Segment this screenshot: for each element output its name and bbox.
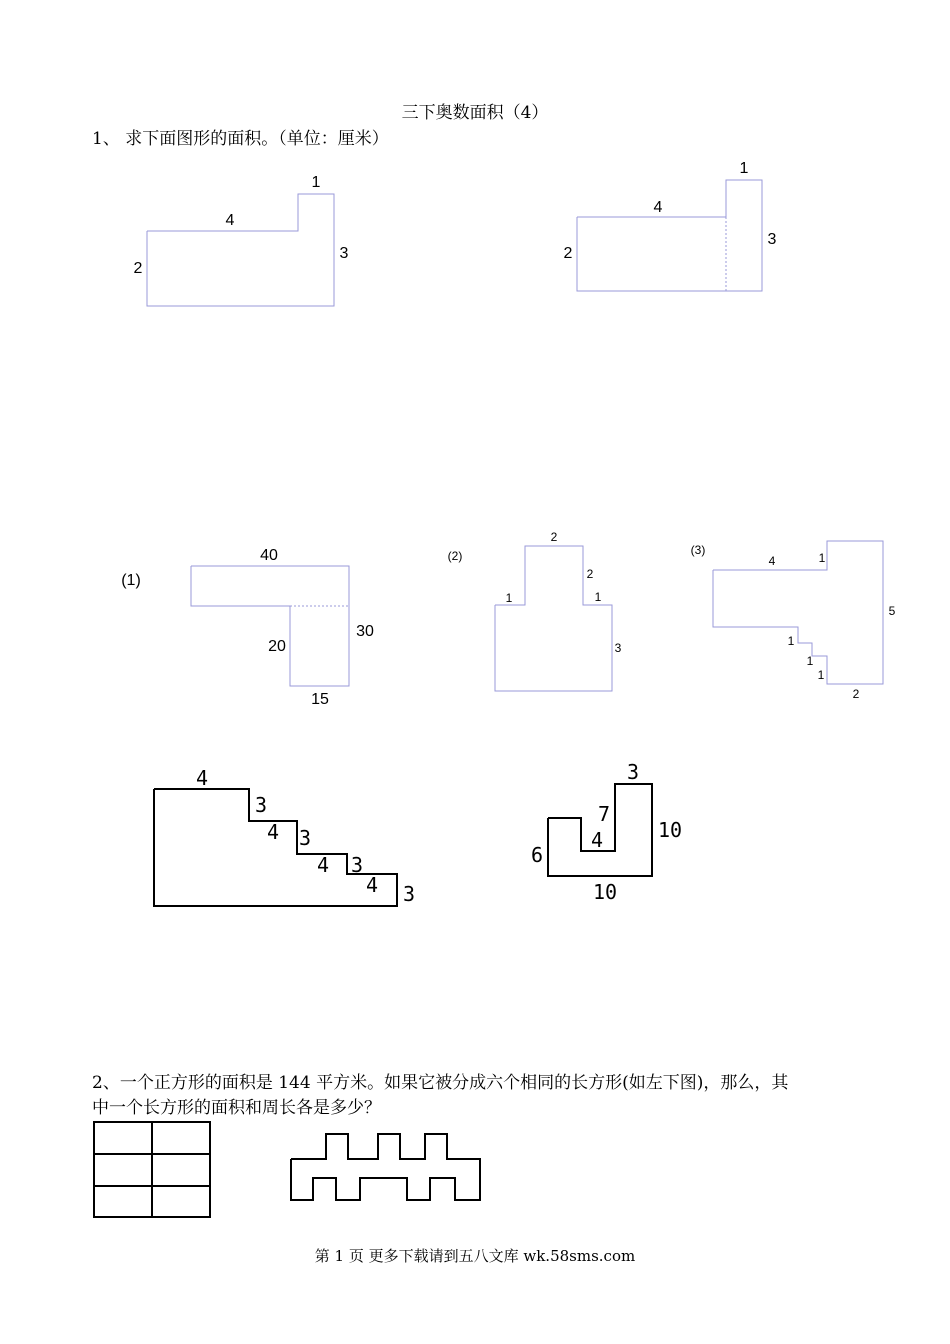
stairs-label-r4: 3: [402, 882, 416, 906]
figure-b: [564, 160, 777, 291]
fig-b-label-top: 4: [653, 199, 663, 216]
fig-1-label-inner: 20: [268, 638, 286, 655]
stairs-label-r3: 3: [350, 853, 364, 877]
figure-2: [448, 530, 622, 691]
fig-2-label-left: 1: [505, 591, 513, 605]
fig-3-label-step: 1: [818, 551, 826, 565]
fig-3-label-top: 4: [768, 554, 776, 568]
stairs-label-b1: 4: [266, 820, 280, 844]
fig-2-label-side: 3: [614, 641, 622, 655]
fig-2-tag: (2): [447, 549, 463, 563]
figure-a: [134, 174, 349, 306]
fig-b-label-notch: 1: [739, 160, 749, 177]
fig-a-label-height: 2: [133, 260, 143, 277]
fig-2-label-mid: 2: [586, 567, 594, 581]
u-label-bottom: 10: [592, 880, 618, 904]
question-1: 1、 求下面图形的面积。（单位：厘米）: [92, 129, 389, 149]
figure-3: [691, 541, 896, 701]
page-title: 三下奥数面积（4）: [401, 103, 549, 123]
fig-3-label-s3: 1: [817, 668, 825, 682]
fig-1-label-right: 30: [356, 623, 374, 640]
stairs-label-b2: 4: [316, 853, 330, 877]
fig-2-label-right: 1: [594, 590, 602, 604]
fig-b-label-height: 2: [563, 245, 573, 262]
figure-1: [121, 547, 374, 708]
fig-3-tag: (3): [690, 543, 706, 557]
u-label-inner-h: 7: [597, 802, 611, 826]
fig-2-label-top: 2: [550, 530, 558, 544]
stairs-label-r2: 3: [298, 826, 312, 850]
fig-a-label-top: 4: [225, 212, 235, 229]
u-label-right: 10: [657, 818, 683, 842]
page-footer: 第 1 页 更多下载请到五八文库 wk.58sms.com: [314, 1247, 636, 1265]
fig-3-label-s2: 1: [806, 654, 814, 668]
fig-1-label-bottom: 15: [311, 691, 329, 708]
u-label-inner-w: 4: [590, 828, 604, 852]
fig-a-label-notch: 1: [311, 174, 321, 191]
stairs-label-b3: 4: [365, 873, 379, 897]
fig-3-label-s1: 1: [787, 634, 795, 648]
u-shape-figure: [531, 760, 682, 904]
fig-3-label-right: 5: [888, 604, 896, 618]
u-label-top: 3: [626, 760, 640, 784]
fig-3-label-bottom: 2: [852, 687, 860, 701]
six-rectangles-grid: [94, 1122, 210, 1217]
staircase-figure: [154, 766, 415, 906]
fig-1-tag: (1): [121, 572, 141, 589]
question-2-line-1: 2、一个正方形的面积是 144 平方米。如果它被分成六个相同的长方形(如左下图)，那么，其: [92, 1073, 789, 1093]
stairs-label-r1: 3: [254, 793, 268, 817]
u-label-left: 6: [530, 843, 544, 867]
fig-1-label-top: 40: [260, 547, 278, 564]
fig-b-label-right: 3: [767, 231, 777, 248]
six-rectangles-outline: [291, 1134, 480, 1200]
stairs-label-top: 4: [195, 766, 209, 790]
fig-a-label-right: 3: [339, 245, 349, 262]
question-2-line-2: 中一个长方形的面积和周长各是多少？: [92, 1098, 381, 1118]
